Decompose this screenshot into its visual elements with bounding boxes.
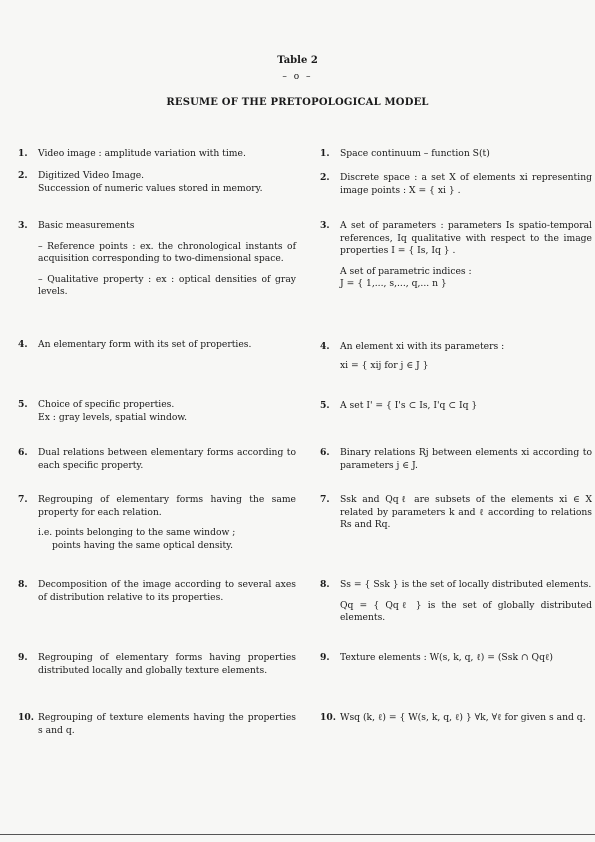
left-item-text: Regrouping of elementary forms having properties distributed locally and globally texture elements.	[38, 652, 296, 676]
right-item-number: 10.	[320, 712, 336, 723]
right-item-number: 4.	[320, 341, 330, 352]
left-item-text: Ex : gray levels, spatial window.	[38, 411, 188, 423]
left-item-5	[38, 399, 296, 424]
right-item-text: Ssk and Qqℓ are subsets of the elements xi ∈ X related by parameters k and ℓ according to relations Rs and Rq.	[340, 494, 592, 530]
table-label: Table 2	[277, 55, 318, 66]
left-item-2	[38, 170, 296, 195]
right-item-10	[340, 712, 592, 725]
right-item-number: 3.	[320, 220, 330, 231]
left-item-text: Video image : amplitude variation with time.	[38, 148, 246, 159]
separator: – o –	[282, 72, 313, 82]
right-item-text: A set of parameters : parameters Is spatio-temporal references, Iq qualitative with respect to the image properties I = { Is, Iq } .	[340, 220, 592, 256]
left-item-number: 7.	[18, 494, 28, 505]
left-item-number: 10.	[18, 712, 34, 723]
left-item-text: Regrouping of texture elements having the properties s and q.	[38, 712, 296, 736]
left-subitem: i.e. points belonging to the same window ;	[38, 527, 236, 538]
page-title: RESUME OF THE PRETOPOLOGICAL MODEL	[166, 97, 429, 108]
left-item-text: Choice of specific properties.	[38, 399, 175, 410]
left-item-number: 3.	[18, 220, 28, 231]
right-item-text: Space continuum – function S(t)	[340, 148, 490, 159]
right-item-4	[340, 341, 592, 372]
right-item-number: 2.	[320, 172, 330, 183]
right-item-text: A set I' = { I's ⊂ Is, I'q ⊂ Iq }	[340, 400, 478, 411]
left-item-text: An elementary form with its set of properties.	[38, 339, 252, 350]
left-item-10	[38, 712, 296, 737]
left-item-text: Basic measurements	[38, 220, 135, 231]
left-item-text: Digitized Video Image.	[38, 170, 145, 181]
left-item-text: Succession of numeric values stored in memory.	[38, 182, 263, 194]
left-item-number: 1.	[18, 148, 28, 159]
element-formula: xi = { xij for j ∈ J }	[340, 359, 429, 371]
right-subitem: Qq = { Qqℓ } is the set of globally distributed elements.	[340, 599, 592, 623]
left-item-number: 5.	[18, 399, 28, 410]
right-item-7	[340, 494, 592, 532]
left-item-number: 2.	[18, 170, 28, 181]
left-item-1	[38, 148, 296, 161]
left-subitem: – Qualitative property : ex : optical densities of gray levels.	[38, 273, 296, 297]
left-subitem: points having the same optical density.	[52, 539, 234, 551]
right-item-8	[340, 579, 592, 625]
right-item-5	[340, 400, 592, 413]
right-item-text: Wsq (k, ℓ) = { W(s, k, q, ℓ) } ∀k, ∀ℓ for given s and q.	[340, 712, 586, 723]
right-item-3	[340, 220, 592, 291]
left-item-4	[38, 339, 296, 352]
left-item-9	[38, 652, 296, 677]
right-item-number: 9.	[320, 652, 330, 663]
left-subitem: – Reference points : ex. the chronological instants of acquisition corresponding to two-dimensional space.	[38, 240, 296, 264]
left-item-text: Decomposition of the image according to several axes of distribution relative to its properties.	[38, 579, 296, 603]
right-item-number: 5.	[320, 400, 330, 411]
left-item-number: 4.	[18, 339, 28, 350]
right-item-number: 8.	[320, 579, 330, 590]
left-item-number: 9.	[18, 652, 28, 663]
right-item-6	[340, 447, 592, 472]
left-item-3	[38, 220, 296, 299]
left-item-number: 6.	[18, 447, 28, 458]
right-item-9	[340, 652, 592, 665]
right-item-number: 1.	[320, 148, 330, 159]
right-item-text: Discrete space : a set X of elements xi representing image points : X = { xi } .	[340, 172, 592, 196]
left-item-text: Regrouping of elementary forms having the same property for each relation.	[38, 494, 296, 518]
right-item-number: 7.	[320, 494, 330, 505]
left-item-number: 8.	[18, 579, 28, 590]
left-item-8	[38, 579, 296, 604]
right-item-text: Texture elements : W(s, k, q, ℓ) = (Ssk ∩ Qqℓ)	[340, 652, 553, 663]
right-item-2	[340, 172, 592, 197]
right-item-text: An element xi with its parameters :	[340, 341, 505, 352]
left-item-text: Dual relations between elementary forms according to each specific property.	[38, 447, 296, 471]
right-item-number: 6.	[320, 447, 330, 458]
right-item-text: Binary relations Rj between elements xi according to parameters j ∈ J.	[340, 447, 592, 471]
bottom-rule	[0, 834, 595, 835]
right-item-text: Ss = { Ssk } is the set of locally distributed elements.	[340, 579, 592, 590]
left-item-7	[38, 494, 296, 552]
right-item-1	[340, 148, 592, 161]
left-item-6	[38, 447, 296, 472]
right-subitem: A set of parametric indices :	[340, 265, 472, 277]
right-subitem: J = { 1,..., s,..., q,... n }	[340, 278, 447, 289]
